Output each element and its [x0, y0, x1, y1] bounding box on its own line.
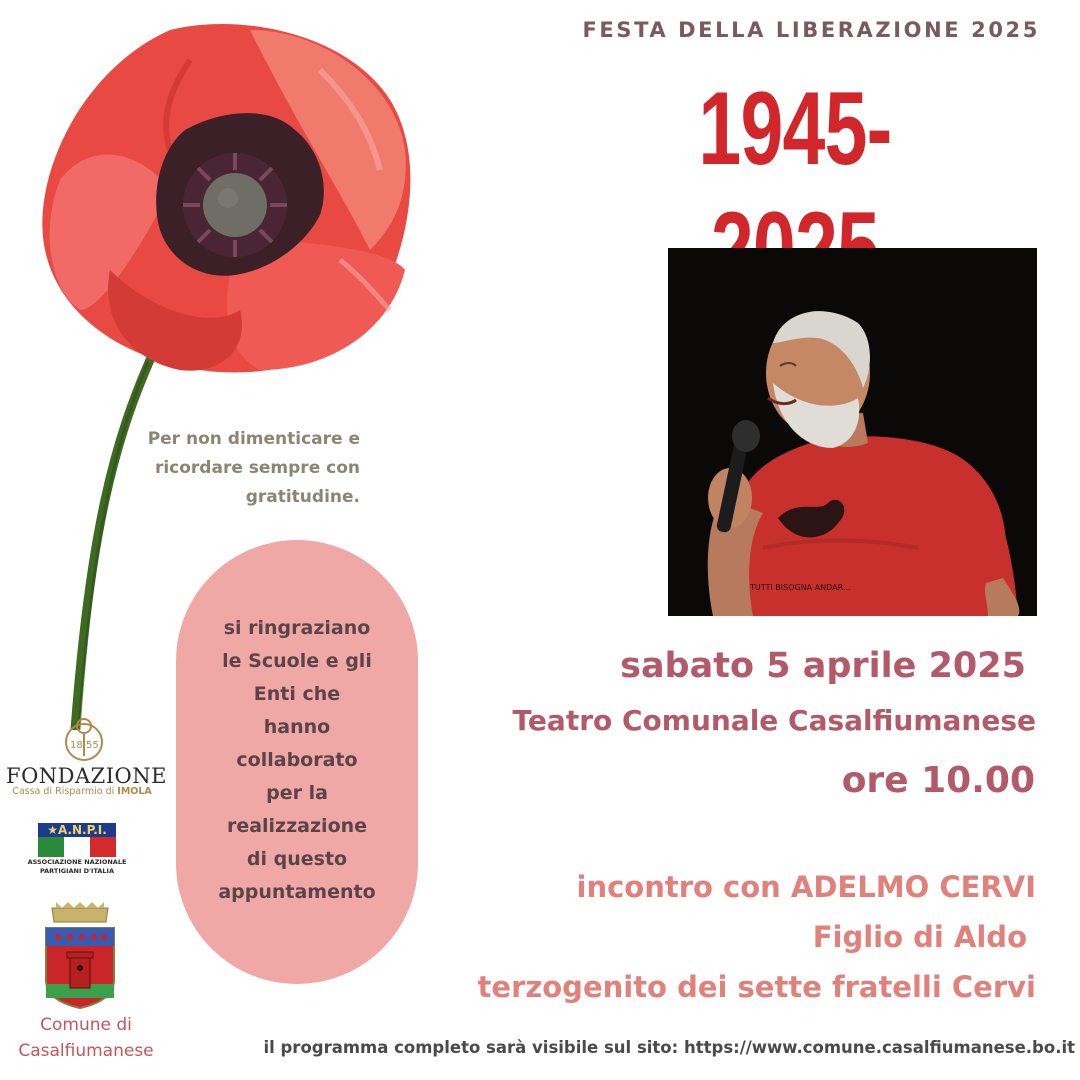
comune-label-2: Casalfiumanese [18, 1041, 154, 1061]
poppy-stem [75, 360, 150, 730]
meeting-line: incontro con ADELMO CERVI [576, 870, 1036, 904]
comune-label [6, 1012, 166, 1064]
fondazione-sub-prefix: Cassa di Risparmio di [12, 786, 115, 797]
speaker-photo [668, 248, 1037, 616]
thanks-text: si ringraziano le Scuole e gli Enti che hanno collaborato per la realizzazione di questo appuntamento [218, 617, 376, 903]
shirt-text: TUTTI BISOGNA ANDAR... [750, 583, 851, 592]
fondazione-sub [6, 786, 158, 797]
anpi-sub-1: ASSOCIAZIONE NAZIONALE [27, 858, 127, 866]
fondazione-sub-city: IMOLA [117, 786, 152, 797]
comune-crest [40, 900, 120, 1010]
relation-line: Figlio di Aldo [812, 920, 1027, 954]
event-venue: Teatro Comunale Casalfiumanese [512, 704, 1036, 737]
years-title: 1945- [698, 71, 892, 187]
fondazione-year-b: 55 [86, 740, 99, 751]
anpi-subtitle [18, 858, 136, 876]
website-note: il programma completo sarà visibile sul sito: https://www.comune.casalfiumanese.bo.it [263, 1038, 1075, 1057]
comune-label-1: Comune di [40, 1015, 132, 1035]
event-heading: FESTA DELLA LIBERAZIONE 2025 [582, 18, 1040, 42]
event-date: sabato 5 aprile 2025 [620, 646, 1026, 686]
anpi-label: ★A.N.P.I. [47, 823, 107, 837]
fondazione-year-a: 18 [70, 740, 83, 751]
memory-quote: Per non dimenticare e ricordare sempre con gratitudine. [147, 429, 360, 507]
fondazione-name: FONDAZIONE [6, 764, 167, 788]
event-time: ore 10.00 [841, 760, 1035, 801]
description-line: terzogenito dei sette fratelli Cervi [477, 970, 1036, 1004]
anpi-sub-2: PARTIGIANI D'ITALIA [39, 867, 115, 875]
fondazione-emblem [62, 716, 106, 762]
